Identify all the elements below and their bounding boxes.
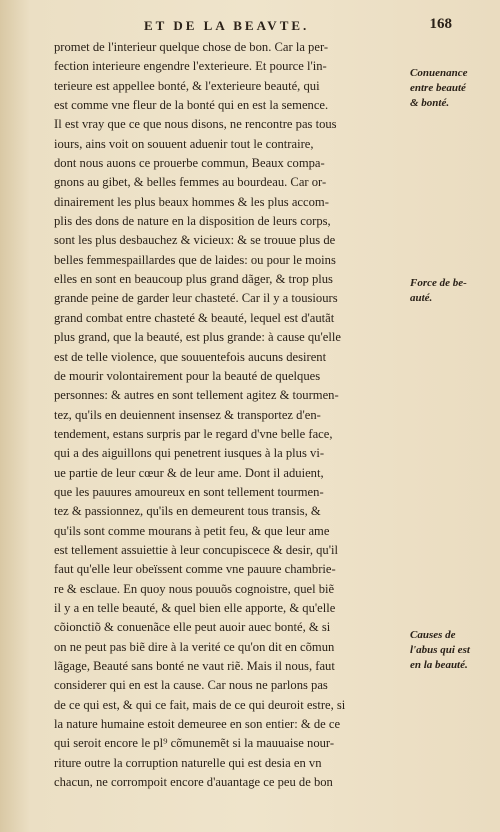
margin-note-convenance [410,66,496,111]
text-line: fection interieure engendre l'exterieure. Et pource l'in- [54,59,327,74]
text-line: gnons au gibet, & belles femmes au bourdeau. Car or- [54,175,327,190]
text-line: est de telle violence, que souuentefois aucuns desirent [54,349,327,364]
text-line: de ce qui est, & qui ce fait, mais de ce qui deuroit estre, si [54,697,346,712]
text-line: dinairement les plus beaux hommes & les plus accom- [54,194,329,209]
text-line: la nature humaine estoit demeuree en son entier: & de ce [54,717,341,732]
text-line: belles femmespaillardes que de laides: ou pour le moins [54,252,336,267]
margin-note-line: & bonté. [410,97,450,109]
text-line: personnes: & autres en sont tellement agitez & tourmen- [54,388,339,403]
text-line: elles en sont en beaucoup plus grand dãger, & trop plus [54,272,333,287]
text-line: dont nous auons ce prouerbe commun, Beaux compa- [54,156,325,171]
page-header [60,14,480,38]
text-line: terieure est appellee bonté, & l'exterieure beauté, qui [54,78,320,93]
text-line: ue partie de leur cœur & de leur ame. Dont il aduient, [54,465,324,480]
text-line: tez & passionnez, qu'ils en demeurent tous transis, & [54,504,321,519]
text-line: Il est vray que ce que nous disons, ne rencontre pas tous [54,117,337,132]
text-line: plus grand, que la beauté, est plus grande: à cause qu'elle [54,330,341,345]
text-line: considerer qui en est la cause. Car nous ne parlons pas [54,678,328,693]
text-line: que les pauures amoureux en sont tellement tourmen- [54,484,324,499]
text-line: qui seroit encore le pl⁹ cõmunemẽt si la mauuaise nour- [54,736,335,751]
text-line: est comme vne fleur de la bonté qui en est la semence. [54,98,329,113]
text-line: riture outre la corruption naturelle qui est desia en vn [54,755,322,770]
text-line: grand combat entre chasteté & beauté, lequel est d'autãt [54,310,335,325]
running-title: ET DE LA BEAVTE. [144,18,310,33]
page-number: 168 [429,16,452,32]
margin-note-line: Conuenance [410,67,468,79]
text-line: cõionctiõ & conuenãce elle peut auoir auec bonté, & si [54,620,331,635]
margin-note-force-beaute [410,276,496,306]
text-line: qu'ils sont comme mourans à petit feu, & que leur ame [54,523,330,538]
text-line: faut qu'elle leur obeïssent comme vne pauure chambrie- [54,562,336,577]
body-text [54,38,406,792]
text-line: promet de l'interieur quelque chose de bon. Car la per- [54,40,329,54]
text-line: lãgage, Beauté sans bonté ne vaut riẽ. Mais il nous, faut [54,659,335,673]
text-line: tez, qu'ils en deuiennent insensez & transportez d'en- [54,407,321,422]
text-line: re & esclaue. En quoy nous pouuõs cognoistre, quel biẽ [54,581,335,596]
margin-note-line: en la beauté. [410,659,468,671]
text-line: plis des dons de nature en la disposition de leurs corps, [54,214,331,229]
text-line: iours, ains voit on souuent aduenir tout le contraire, [54,136,314,151]
margin-note-causes-abus [410,628,496,673]
margin-note-line: l'abus qui est [410,644,470,656]
margin-note-line: Causes de [410,629,456,641]
margin-note-line: auté. [410,292,433,304]
margin-note-line: entre beauté [410,82,466,94]
text-line: sont les plus desbauchez & vicieux: & se trouue plus de [54,233,336,248]
text-line: tendement, estans surpris par le regard d'vne belle face, [54,426,333,441]
text-line: est tellement assuiettie à leur concupiscece & desir, qu'il [54,542,338,557]
text-line: chacun, ne corrompoit encore d'auantage ce peu de bon [54,775,333,790]
text-line: qui a des aiguillons qui penetrent iusques à la plus vi- [54,446,325,461]
text-line: on ne peut pas biẽ dire à la verité ce qu'on dit en cõmun [54,639,335,654]
margin-note-line: Force de be- [410,277,467,289]
text-line: grande peine de garder leur chasteté. Car il y a tousiours [54,291,338,306]
text-line: de mourir volontairement pour la beauté de quelques [54,368,321,383]
text-line: il y a en telle beauté, & quel bien elle apporte, & qu'elle [54,600,336,615]
